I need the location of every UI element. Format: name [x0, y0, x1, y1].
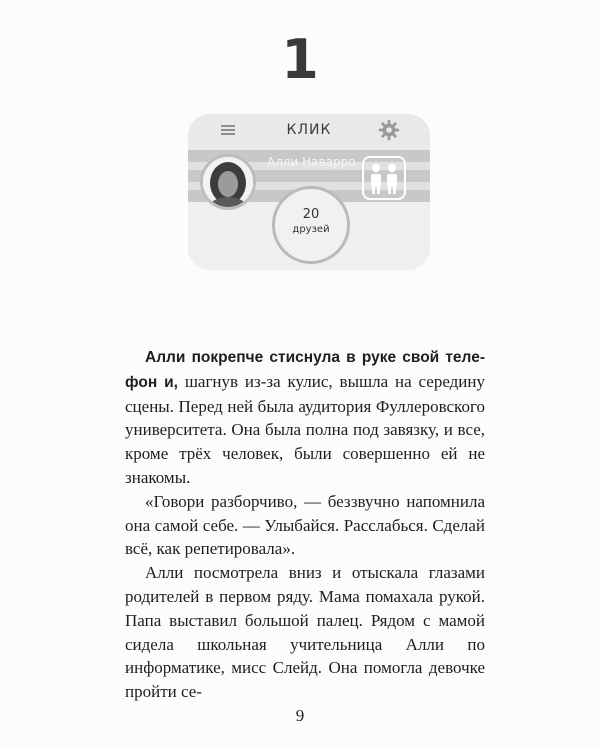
avatar — [200, 154, 256, 210]
friends-icon — [362, 156, 406, 200]
paragraph — [125, 345, 485, 490]
friends-label: друзей — [292, 224, 330, 235]
app-widget-illustration — [188, 114, 430, 270]
user-name: Алли Наварро — [267, 155, 356, 169]
chapter-text — [125, 345, 485, 704]
paragraph: «Говори разборчиво, — беззвучно напомнила она самой себе. — Улыбайся. Расслабься. Сделай всё, как репетировала». — [125, 491, 485, 559]
gear-icon — [378, 119, 400, 141]
app-header — [188, 114, 430, 150]
friends-counter — [272, 186, 350, 264]
friends-count: 20 — [302, 207, 320, 222]
paragraph-text: шагнув из-за кулис, вышла на середину сцены. Перед ней была аудитория Фуллеровского университета. Она была полна под завязку, и все, кроме трёх человек, были совершенно ей не знакомы. — [125, 371, 485, 487]
paragraph-lead-in: Алли покрепче стиснула в руке свой телефон и, — [125, 349, 485, 391]
paragraph: Алли посмотрела вниз и отыскала глазами родителей в первом ряду. Мама помахала рукой. Папа выставил большой палец. Рядом с мамой сидела школьная учительница Алли по информатике, мисс Слейд. Она помогла девочке пройти се- — [125, 563, 485, 702]
page-number: 9 — [295, 706, 305, 725]
chapter-number: 1 — [281, 28, 319, 91]
app-title: КЛИК — [286, 122, 332, 138]
